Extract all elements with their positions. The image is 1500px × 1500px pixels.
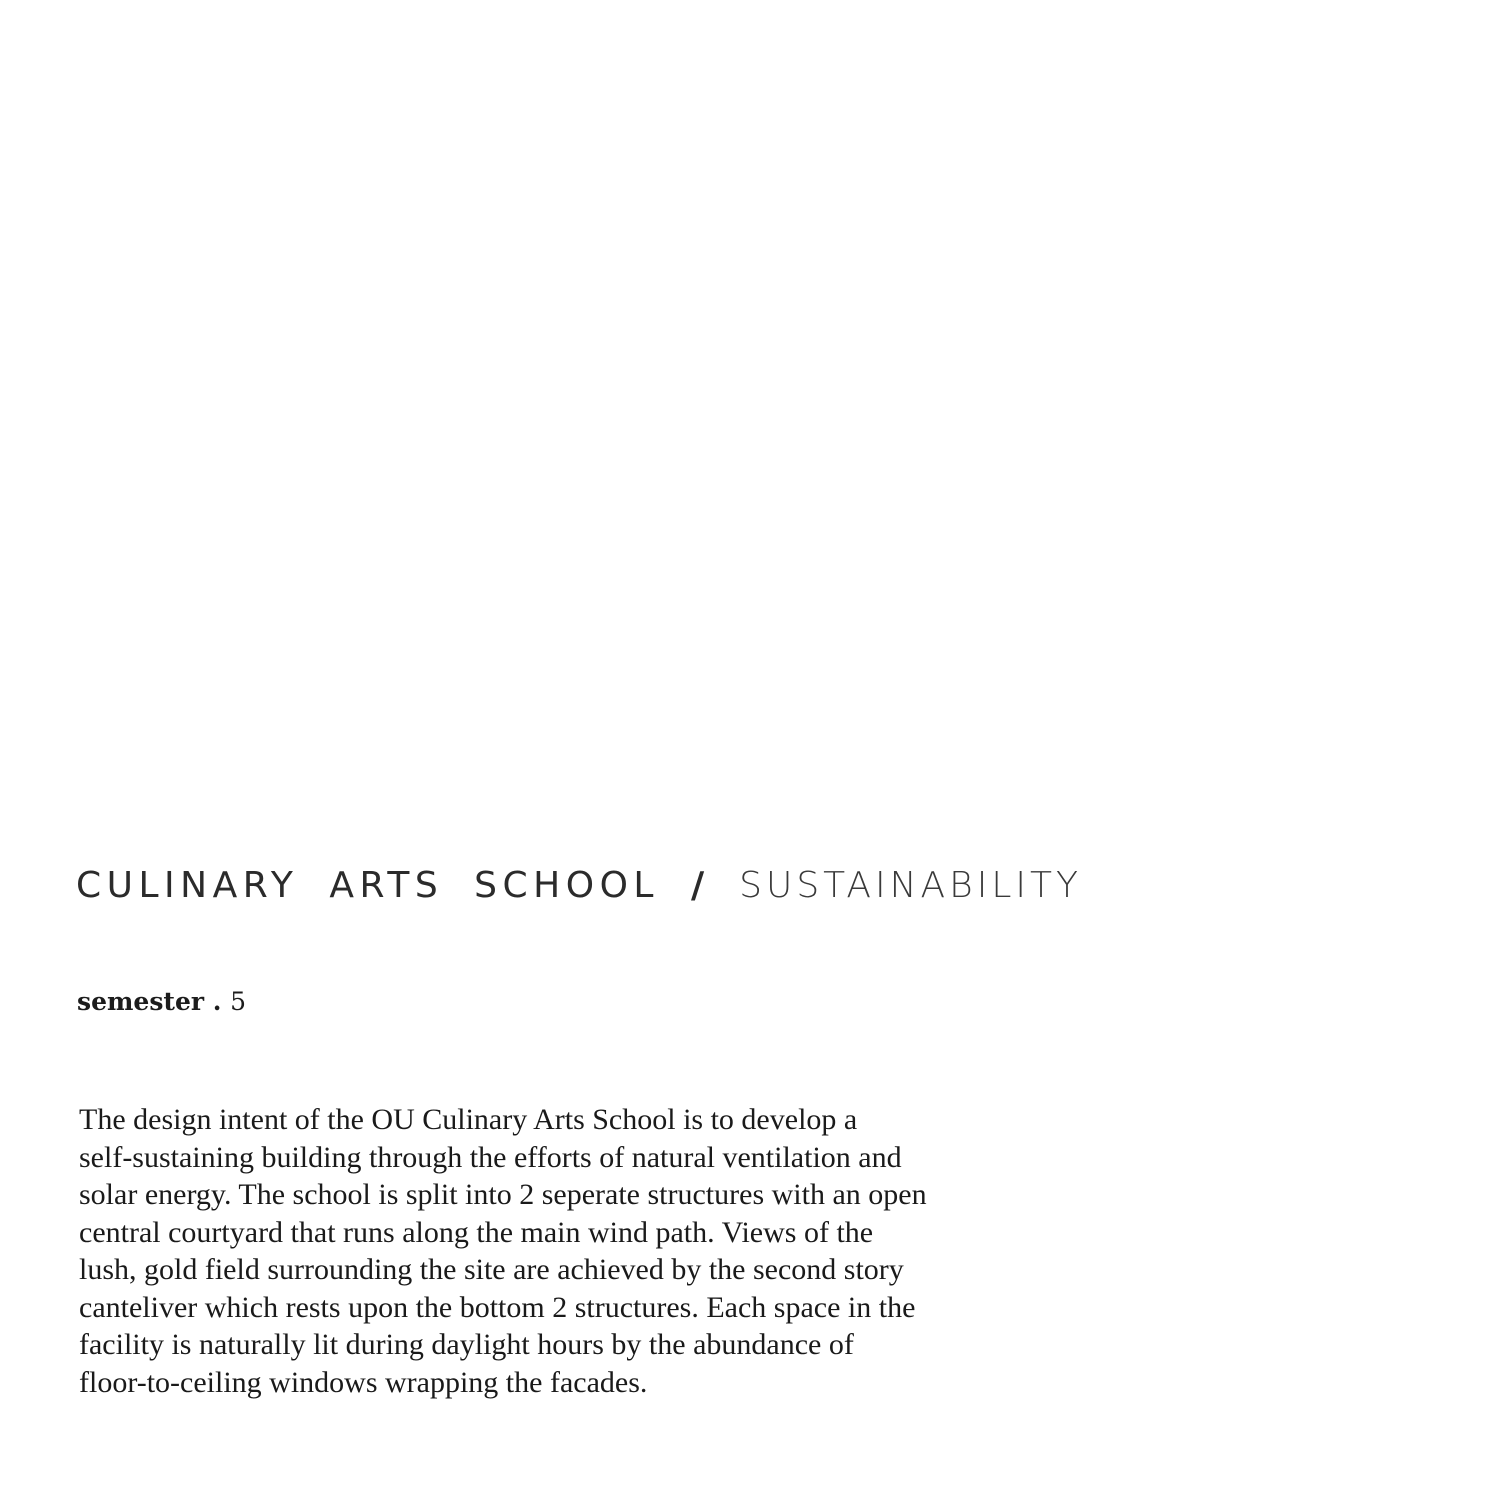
description-line: canteliver which rests upon the bottom 2 structures. Each space in the — [79, 1290, 916, 1324]
semester-number: 5 — [230, 987, 247, 1016]
semester-text: semester . — [77, 987, 222, 1016]
description-paragraph — [79, 1101, 1039, 1401]
description-line: The design intent of the OU Culinary Arts School is to develop a — [79, 1103, 858, 1136]
description-line: self-sustaining building through the efforts of natural ventilation and — [79, 1140, 902, 1174]
semester-label — [77, 985, 246, 1019]
description-line: facility is naturally lit during daylight hours by the abundance of — [79, 1328, 854, 1361]
description-line: lush, gold field surrounding the site are achieved by the second story — [79, 1253, 904, 1286]
description-line: central courtyard that runs along the main wind path. Views of the — [79, 1215, 874, 1249]
page-title — [76, 862, 1082, 910]
description-line: solar energy. The school is split into 2 seperate structures with an open — [79, 1178, 927, 1211]
project-name: CULINARY ARTS SCHOOL — [76, 865, 659, 906]
description-line: floor-to-ceiling windows wrapping the facades. — [79, 1365, 648, 1399]
topic-name: SUSTAINABILITY — [739, 865, 1083, 906]
title-separator: / — [690, 865, 710, 906]
